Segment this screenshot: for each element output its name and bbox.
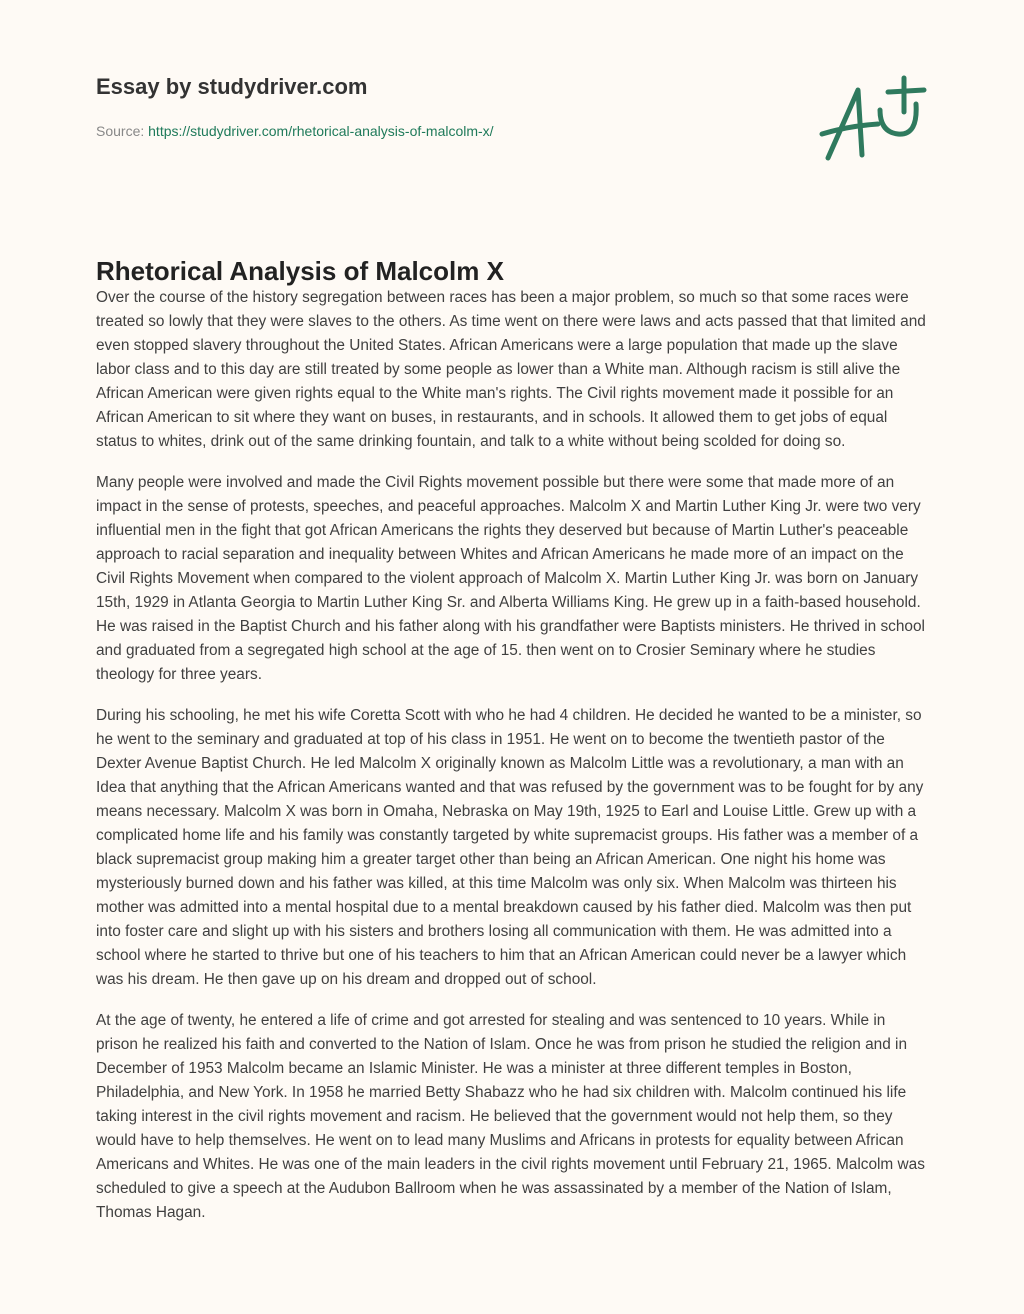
site-title: Essay by studydriver.com	[96, 74, 368, 99]
source-label: Source:	[96, 123, 145, 139]
source-link[interactable]: https://studydriver.com/rhetorical-analysis-of-malcolm-x/	[148, 123, 494, 139]
essay-title: Rhetorical Analysis of Malcolm X	[96, 256, 504, 286]
source-line	[96, 123, 494, 139]
paragraph: At the age of twenty, he entered a life of crime and got arrested for stealing and was sentenced to 10 years. While in prison he realized his faith and converted to the Nation of Islam. Once he was from prison he studied the religion and in December of 1953 Malcolm became an Islamic Minister. He was a minister at three different temples in Boston, Philadelphia, and New York. In 1958 he married Betty Shabazz who he had six children with. Malcolm continued his life taking interest in the civil rights movement and racism. He believed that the government would not help them, so they would have to help themselves. He went on to lead many Muslims and Africans in protests for equality between African Americans and Whites. He was one of the main leaders in the civil rights movement until February 21, 1965. Malcolm was scheduled to give a speech at the Audubon Ballroom when he was assassinated by a member of the Nation of Islam, Thomas Hagan.	[96, 1012, 925, 1221]
a-plus-logo-icon	[818, 70, 928, 165]
essay-body	[96, 286, 930, 1242]
paragraph: Many people were involved and made the Civil Rights movement possible but there were some that made more of an impact in the sense of protests, speeches, and peaceful approaches. Malcolm X and Martin Luther King Jr. were two very influential men in the fight that got African Americans the rights they deserved but because of Martin Luther's peaceable approach to racial separation and inequality between Whites and African Americans he made more of an impact on the Civil Rights Movement when compared to the violent approach of Malcolm X. Martin Luther King Jr. was born on January 15th, 1929 in Atlanta Georgia to Martin Luther King Sr. and Alberta Williams King. He grew up in a faith-based household. He was raised in the Baptist Church and his father along with his grandfather were Baptists ministers. He thrived in school and graduated from a segregated high school at the age of 15. then went on to Crosier Seminary where he studies theology for three years.	[96, 474, 925, 683]
paragraph: Over the course of the history segregation between races has been a major problem, so much so that some races were treated so lowly that they were slaves to the others. As time went on there were laws and acts passed that that limited and even stopped slavery throughout the United States. African Americans were a large population that made up the slave labor class and to this day are still treated by some people as lower than a White man. Although racism is still alive the African American were given rights equal to the White man's rights. The Civil rights movement made it possible for an African American to sit where they want on buses, in restaurants, and in schools. It allowed them to get jobs of equal status to whites, drink out of the same drinking fountain, and talk to a white without being scolded for doing so.	[96, 289, 926, 450]
paragraph: During his schooling, he met his wife Coretta Scott with who he had 4 children. He decided he wanted to be a minister, so he went to the seminary and graduated at top of his class in 1951. He went on to become the twentieth pastor of the Dexter Avenue Baptist Church. He led Malcolm X originally known as Malcolm Little was a revolutionary, a man with an Idea that anything that the African Americans wanted and that was refused by the government was to be fought for by any means necessary. Malcolm X was born in Omaha, Nebraska on May 19th, 1925 to Earl and Louise Little. Grew up with a complicated home life and his family was constantly targeted by white supremacist groups. His father was a member of a black supremacist group making him a greater target other than being an African American. One night his home was mysteriously burned down and his father was killed, at this time Malcolm was only six. When Malcolm was thirteen his mother was admitted into a mental hospital due to a mental breakdown caused by his father died. Malcolm was then put into foster care and slight up with his sisters and brothers losing all communication with them. He was admitted into a school where he started to thrive but one of his teachers to him that an African American could never be a lawyer which was his dream. He then gave up on his dream and dropped out of school.	[96, 707, 924, 988]
